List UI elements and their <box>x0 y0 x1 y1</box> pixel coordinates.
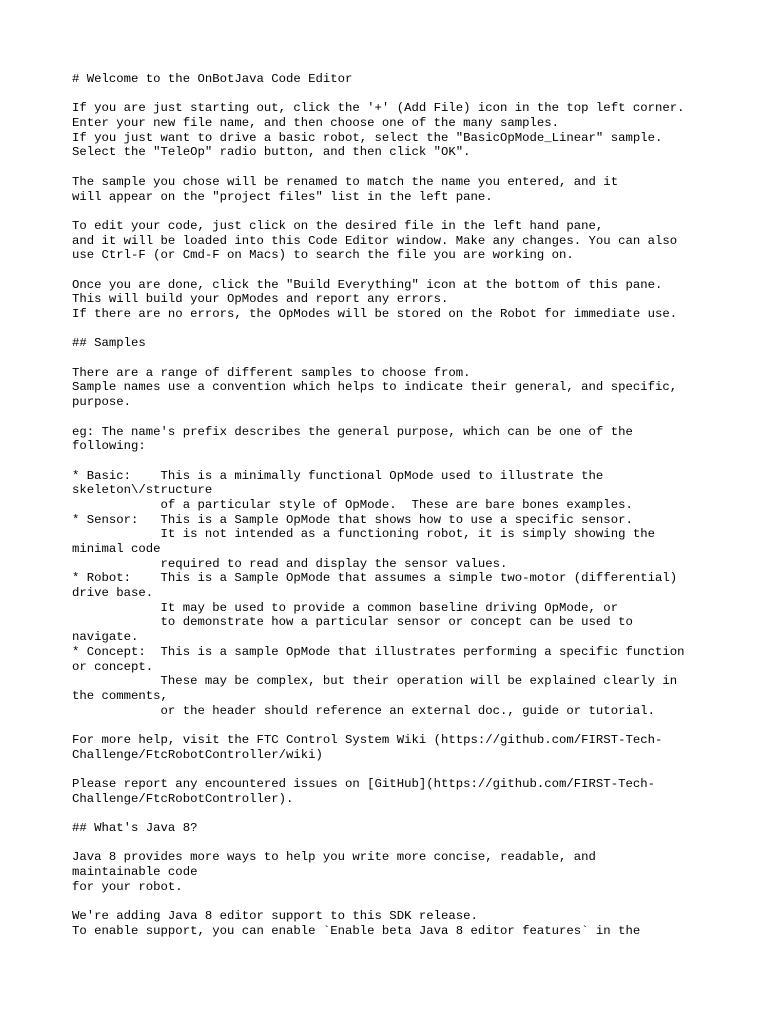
document-line <box>72 160 762 175</box>
document-line: for your robot. <box>72 879 183 894</box>
document-line: ## Samples <box>72 336 146 351</box>
document-line <box>72 87 762 102</box>
document-line: It is not intended as a functioning robot, it is simply showing the <box>72 527 655 542</box>
document-line <box>72 322 762 337</box>
document-line <box>72 263 762 278</box>
document-line: and it will be loaded into this Code Editor window. Make any changes. You can also <box>72 233 678 248</box>
document-text <box>72 72 762 939</box>
document-line <box>72 762 762 777</box>
document-line: If there are no errors, the OpModes will be stored on the Robot for immediate use. <box>72 307 678 321</box>
document-line <box>72 895 762 910</box>
document-line: skeleton\/structure <box>72 483 213 498</box>
document-line: Sample names use a convention which helps to indicate their general, and specific, <box>72 380 678 395</box>
document-line: For more help, visit the FTC Control System Wiki (https://github.com/FIRST-Tech- <box>72 732 663 747</box>
document-line: drive base. <box>72 586 154 601</box>
document-line: Once you are done, click the "Build Everything" icon at the bottom of this pane. <box>72 277 663 292</box>
document-line: required to read and display the sensor values. <box>72 556 508 571</box>
document-line: # Welcome to the OnBotJava Code Editor <box>72 72 353 86</box>
document-line <box>72 204 762 219</box>
document-line: If you just want to drive a basic robot, select the "BasicOpMode_Linear" sample. <box>72 130 663 145</box>
document-line <box>72 718 762 733</box>
document-line <box>72 351 762 366</box>
document-line: This will build your OpModes and report any errors. <box>72 292 449 307</box>
document-line: Challenge/FtcRobotController). <box>72 791 294 806</box>
document-line: * Sensor: This is a Sample OpMode that shows how to use a specific sensor. <box>72 512 633 527</box>
document-line: maintainable code <box>72 865 198 880</box>
document-line <box>72 454 762 469</box>
document-line: eg: The name's prefix describes the general purpose, which can be one of the <box>72 424 633 439</box>
document-line: To enable support, you can enable `Enable beta Java 8 editor features` in the <box>72 923 641 938</box>
document-line: To edit your code, just click on the desired file in the left hand pane, <box>72 218 604 233</box>
document-line: following: <box>72 439 146 454</box>
document-line: Select the "TeleOp" radio button, and then click "OK". <box>72 145 471 160</box>
document-line: minimal code <box>72 542 161 556</box>
document-line: use Ctrl-F (or Cmd-F on Macs) to search the file you are working on. <box>72 248 574 263</box>
document-line: purpose. <box>72 395 132 410</box>
document-line: * Concept: This is a sample OpMode that illustrates performing a specific function <box>72 644 685 659</box>
document-line: or the header should reference an external doc., guide or tutorial. <box>72 703 655 718</box>
document-line: ## What's Java 8? <box>72 821 198 836</box>
document-line: of a particular style of OpMode. These are bare bones examples. <box>72 497 633 512</box>
document-line: The sample you chose will be renamed to match the name you entered, and it <box>72 174 619 189</box>
document-line: to demonstrate how a particular sensor or concept can be used to <box>72 615 633 630</box>
document-line <box>72 806 762 821</box>
document-line: It may be used to provide a common baseline driving OpMode, or <box>72 600 619 615</box>
document-line <box>72 836 762 851</box>
document-line <box>72 410 762 425</box>
document-line: Challenge/FtcRobotController/wiki) <box>72 747 323 762</box>
document-line: * Basic: This is a minimally functional OpMode used to illustrate the <box>72 468 604 483</box>
document-line: Please report any encountered issues on [GitHub](https://github.com/FIRST-Tech- <box>72 777 655 791</box>
document-line: Java 8 provides more ways to help you write more concise, readable, and <box>72 850 596 865</box>
document-line: We're adding Java 8 editor support to this SDK release. <box>72 909 478 924</box>
document-line: or concept. <box>72 659 154 674</box>
document-line: the comments, <box>72 688 168 703</box>
document-line: navigate. <box>72 630 139 645</box>
document-line: Enter your new file name, and then choose one of the many samples. <box>72 116 560 131</box>
document-line: There are a range of different samples to choose from. <box>72 365 471 380</box>
document-line: If you are just starting out, click the '+' (Add File) icon in the top left corner. <box>72 101 685 116</box>
document-line: These may be complex, but their operation will be explained clearly in <box>72 674 678 689</box>
document-line: will appear on the "project files" list in the left pane. <box>72 189 493 204</box>
document-line: * Robot: This is a Sample OpMode that assumes a simple two-motor (differential) <box>72 571 678 586</box>
